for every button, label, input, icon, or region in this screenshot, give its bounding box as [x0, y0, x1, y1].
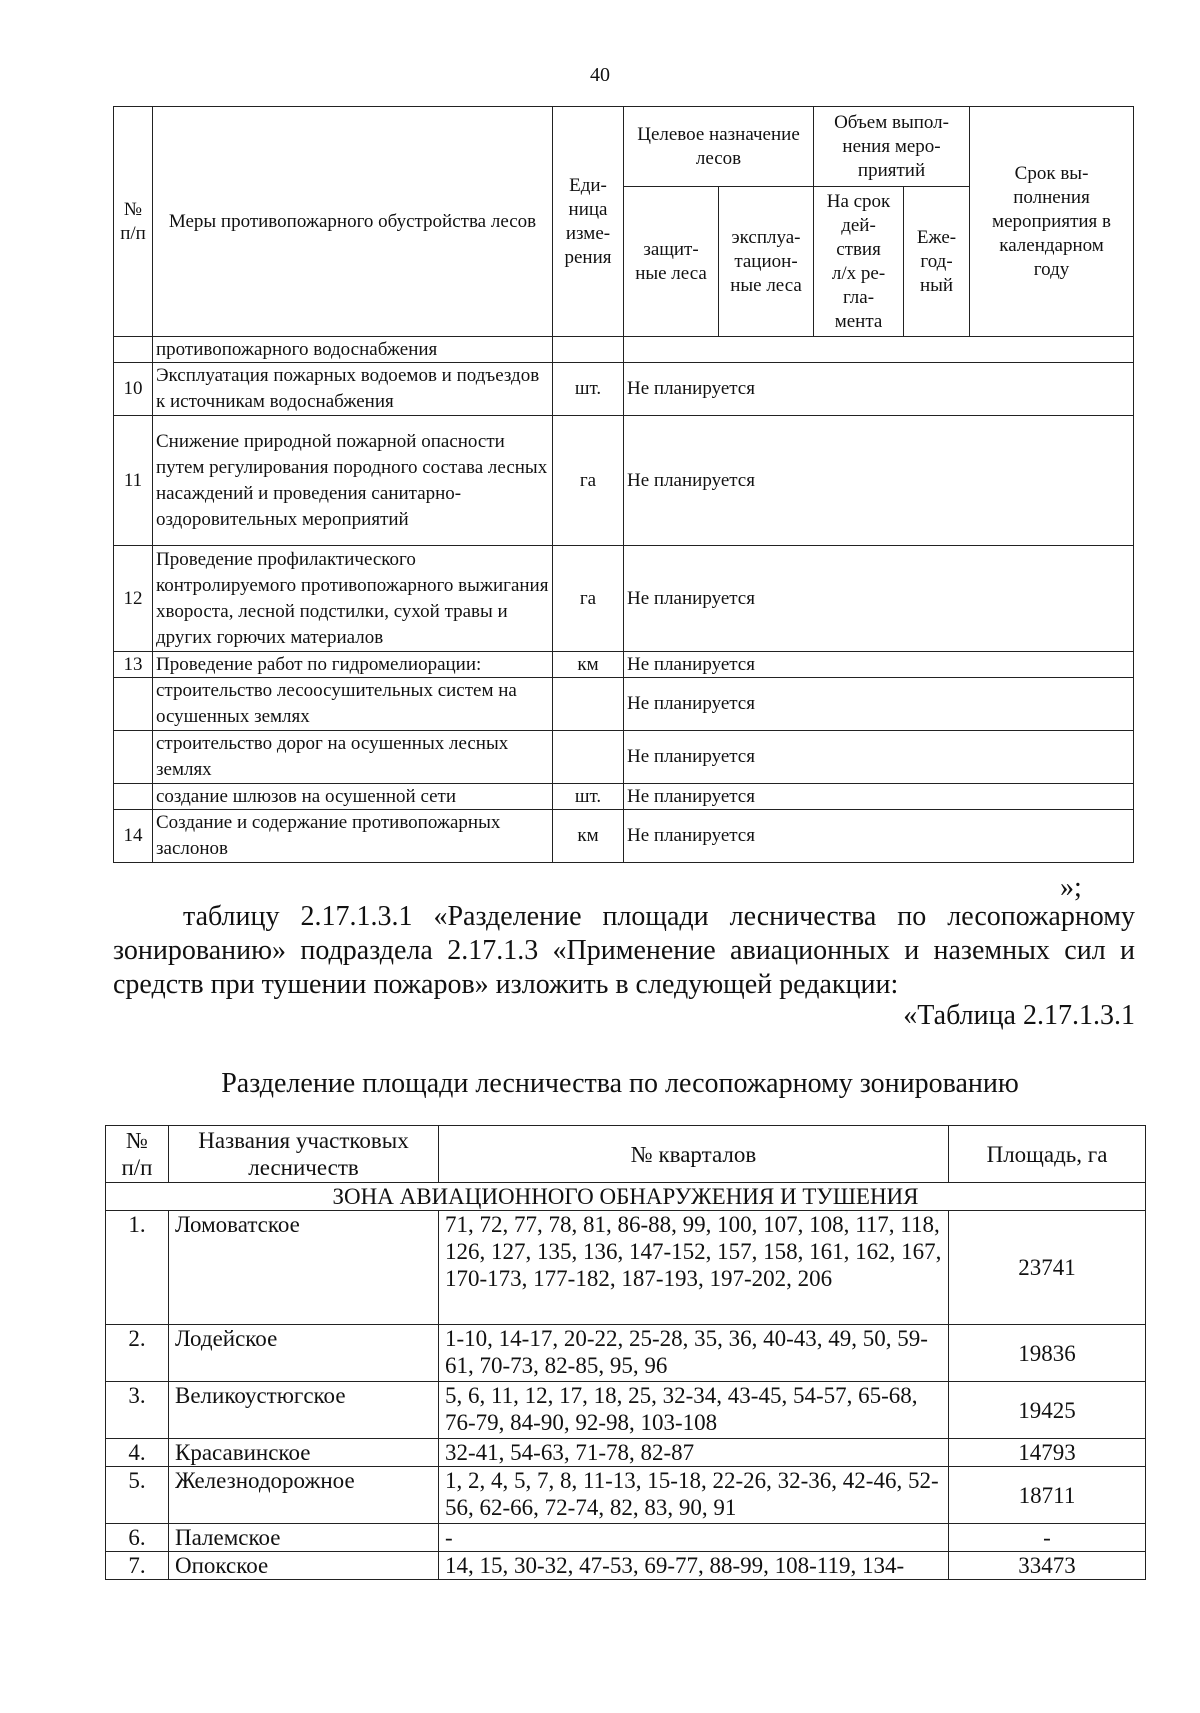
table-row [114, 416, 1134, 546]
row-num: 2. [106, 1325, 169, 1382]
table-title: Разделение площади лесничества по лесопожарному зонированию [221, 1068, 1019, 1099]
header-area: Площадь, га [949, 1126, 1146, 1183]
row-num: 10 [114, 363, 153, 416]
row-value: Не планируется [624, 546, 1134, 652]
row-num: 1. [106, 1211, 169, 1325]
header-num: № п/п [106, 1126, 169, 1183]
table-row [114, 546, 1134, 652]
row-name: Великоустюгское [169, 1382, 439, 1439]
row-value: Не планируется [624, 678, 1134, 731]
row-unit: шт. [553, 363, 624, 416]
row-value: Не планируется [624, 810, 1134, 863]
row-area: 19836 [949, 1325, 1146, 1382]
row-text: противопожарного водоснабжения [153, 337, 553, 363]
row-quarters: 1-10, 14-17, 20-22, 25-28, 35, 36, 40-43, 49, 50, 59-61, 70-73, 82-85, 95, 96 [439, 1325, 949, 1382]
row-area: 14793 [949, 1439, 1146, 1467]
row-num: 14 [114, 810, 153, 863]
row-value [624, 337, 1134, 363]
row-quarters: 5, 6, 11, 12, 17, 18, 25, 32-34, 43-45, 54-57, 65-68, 76-79, 84-90, 92-98, 103-108 [439, 1382, 949, 1439]
table-row [106, 1382, 1146, 1439]
row-num: 6. [106, 1524, 169, 1552]
header-purpose: Целевое назначение лесов [624, 107, 814, 187]
row-num: 12 [114, 546, 153, 652]
zone-row: ЗОНА АВИАЦИОННОГО ОБНАРУЖЕНИЯ И ТУШЕНИЯ [106, 1183, 1146, 1211]
header-name: Названия участковых лесничеств [169, 1126, 439, 1183]
row-value: Не планируется [624, 652, 1134, 678]
row-unit: км [553, 810, 624, 863]
table-row [106, 1211, 1146, 1325]
table-row [114, 363, 1134, 416]
row-name: Ломоватское [169, 1211, 439, 1325]
row-quarters: 32-41, 54-63, 71-78, 82-87 [439, 1439, 949, 1467]
row-num: 5. [106, 1467, 169, 1524]
table-row [106, 1467, 1146, 1524]
row-area: 18711 [949, 1467, 1146, 1524]
row-area: 33473 [949, 1552, 1146, 1580]
row-area: - [949, 1524, 1146, 1552]
row-quarters: 14, 15, 30-32, 47-53, 69-77, 88-99, 108-119, 134- [439, 1552, 949, 1580]
row-unit [553, 678, 624, 731]
table-number: «Таблица 2.17.1.3.1 [903, 1000, 1135, 1031]
header-quarters: № кварталов [439, 1126, 949, 1183]
row-unit: шт. [553, 784, 624, 810]
row-quarters: 1, 2, 4, 5, 7, 8, 11-13, 15-18, 22-26, 32-36, 42-46, 52-56, 62-66, 72-74, 82, 83, 90, 91 [439, 1467, 949, 1524]
row-name: Красавинское [169, 1439, 439, 1467]
amendment-paragraph: таблицу 2.17.1.3.1 «Разделение площади лесничества по лесопожарному зонированию» подраздела 2.17.1.3 «Применение авиационных и наземных сил и средств при тушении пожаров» изложить в следующей редакции: [113, 901, 1135, 1000]
row-text: Проведение профилактического контролируемого противопожарного выжигания хвороста, лесной подстилки, сухой травы и других горючих материалов [153, 546, 553, 652]
table-row [114, 784, 1134, 810]
row-num: 11 [114, 416, 153, 546]
row-num [114, 678, 153, 731]
row-quarters: 71, 72, 77, 78, 81, 86-88, 99, 100, 107, 108, 117, 118, 126, 127, 135, 136, 147-152, 157, 158, 161, 162, 167, 170-173, 177-182, 187-193, 197-202, 206 [439, 1211, 949, 1325]
row-num [114, 731, 153, 784]
row-num [114, 784, 153, 810]
row-text: строительство дорог на осушенных лесных землях [153, 731, 553, 784]
row-area: 19425 [949, 1382, 1146, 1439]
table-row [114, 678, 1134, 731]
fire-prevention-table [113, 106, 1134, 863]
row-num: 13 [114, 652, 153, 678]
header-term: Срок вы- полнения мероприятия в календарном году [970, 107, 1134, 337]
row-num: 4. [106, 1439, 169, 1467]
table-row [114, 337, 1134, 363]
row-unit: км [553, 652, 624, 678]
header-exploitation: эксплуа- тацион- ные леса [719, 187, 814, 337]
row-unit [553, 731, 624, 784]
row-unit [553, 337, 624, 363]
row-num [114, 337, 153, 363]
zoning-table [105, 1125, 1146, 1580]
row-num: 7. [106, 1552, 169, 1580]
row-text: Снижение природной пожарной опасности путем регулирования породного состава лесных насаждений и проведения санитарно-оздоровительных мероприятий [153, 416, 553, 546]
row-text: Проведение работ по гидромелиорации: [153, 652, 553, 678]
header-measures: Меры противопожарного обустройства лесов [153, 107, 553, 337]
row-name: Опокское [169, 1552, 439, 1580]
header-protective: защит- ные леса [624, 187, 719, 337]
header-volume: Объем выпол- нения меро- приятий [814, 107, 970, 187]
row-text: Эксплуатация пожарных водоемов и подъездов к источникам водоснабжения [153, 363, 553, 416]
header-period: На срок дей- ствия л/х ре- гла- мента [814, 187, 904, 337]
row-area: 23741 [949, 1211, 1146, 1325]
table-row [114, 731, 1134, 784]
table-row [106, 1439, 1146, 1467]
row-text: Создание и содержание противопожарных заслонов [153, 810, 553, 863]
row-text: строительство лесоосушительных систем на осушенных землях [153, 678, 553, 731]
row-quarters: - [439, 1524, 949, 1552]
row-name: Палемское [169, 1524, 439, 1552]
table-row [114, 810, 1134, 863]
row-value: Не планируется [624, 731, 1134, 784]
closing-quote: »; [1060, 872, 1082, 903]
header-num: № п/п [114, 107, 153, 337]
row-value: Не планируется [624, 784, 1134, 810]
table-row [106, 1325, 1146, 1382]
page-number: 40 [590, 64, 610, 86]
table-row [114, 652, 1134, 678]
table-row [106, 1524, 1146, 1552]
header-annual: Еже- год- ный [904, 187, 970, 337]
row-name: Лодейское [169, 1325, 439, 1382]
row-text: создание шлюзов на осушенной сети [153, 784, 553, 810]
row-unit: га [553, 416, 624, 546]
row-name: Железнодорожное [169, 1467, 439, 1524]
header-unit: Еди- ница изме- рения [553, 107, 624, 337]
row-value: Не планируется [624, 416, 1134, 546]
row-num: 3. [106, 1382, 169, 1439]
table-row [106, 1552, 1146, 1580]
row-value: Не планируется [624, 363, 1134, 416]
row-unit: га [553, 546, 624, 652]
